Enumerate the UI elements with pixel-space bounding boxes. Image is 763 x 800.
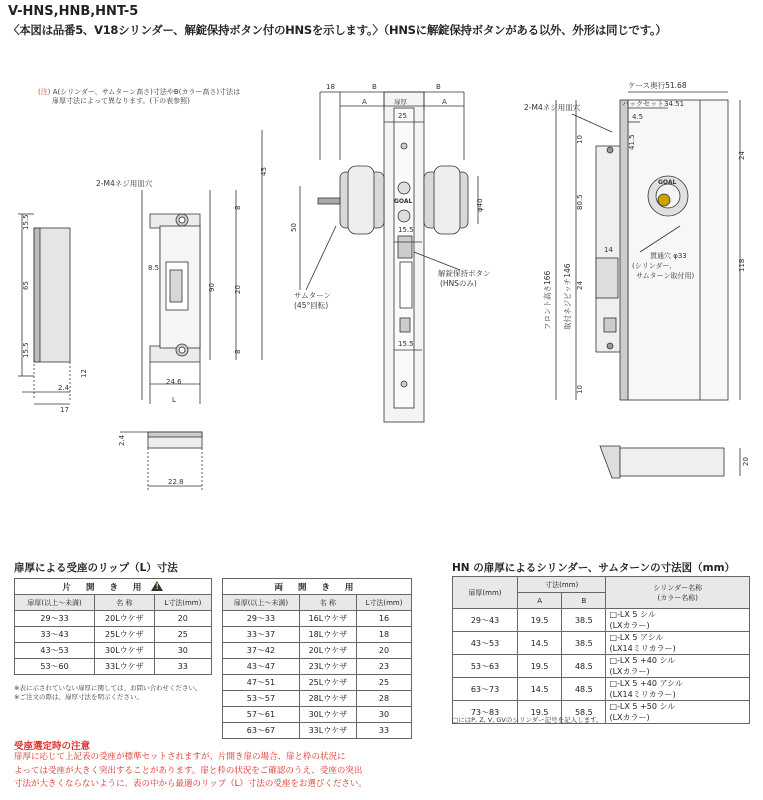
col-door-thickness: 扉厚(以上〜未満): [15, 595, 95, 611]
label-door-thickness: 扉厚: [394, 98, 407, 106]
lip-table-title: 扉厚による受座のリップ（L）寸法: [14, 562, 178, 574]
table-row: 33〜37 18Lウケザ 18: [223, 627, 412, 643]
label-hold-button-sub: (HNSのみ): [440, 279, 477, 288]
dim-41-5: 41.5: [628, 134, 636, 150]
table-row: 57〜61 30Lウケザ 30: [223, 707, 412, 723]
caution-line-3: 寸法が大きくならないように、表の中から最適のリップ（L）寸法の受座をお選びください。: [14, 779, 367, 789]
table-row: 63〜73 14.5 48.5 □-LX 5 +40 アシル (LX14ミリカラー): [453, 678, 750, 701]
table-row: 29〜33 20Lウケザ 20: [15, 611, 212, 627]
cyl-table: [452, 576, 750, 724]
brand-goal-side: GOAL: [658, 179, 677, 186]
dim-10-b: 10: [576, 385, 584, 394]
dim-2-4: 2.4: [58, 384, 70, 392]
table-row: 43〜47 23Lウケザ 23: [223, 659, 412, 675]
label-through-hole-sub1: (シリンダー、: [632, 262, 677, 270]
col-l-size: L寸法(mm): [154, 595, 211, 611]
lock-technical-drawing: [0, 40, 763, 500]
dim-15-5-d: 15.5: [398, 340, 414, 348]
col-name: 名 称: [95, 595, 155, 611]
table-row: 63〜67 33Lウケザ 33: [223, 723, 412, 739]
dim-phi40: φ40: [476, 198, 484, 212]
label-case-depth: ケース奥行51.68: [628, 81, 687, 90]
label-thumbturn: サムターン: [294, 291, 331, 300]
table-row: 29〜43 19.5 38.5 □-LX 5 シル (LXカラー): [453, 609, 750, 632]
table-row: 33〜43 25Lウケザ 25: [15, 627, 212, 643]
note-marker: (注): [38, 88, 51, 96]
col-cylinder-name: シリンダー名称 (カラー名称): [606, 577, 750, 609]
single-caption: 片 開 き 用!: [15, 579, 212, 595]
table-row: 53〜57 28Lウケザ 28: [223, 691, 412, 707]
dim-L: L: [172, 396, 176, 404]
dim-4-5: 4.5: [632, 113, 644, 121]
table-row: 43〜53 14.5 38.5 □-LX 5 アシル (LX14ミリカラー): [453, 632, 750, 655]
dim-15-5-c: 15.5: [398, 226, 414, 234]
label-m4-left: 2-M4ネジ用皿穴: [96, 179, 153, 188]
dim-18: 18: [326, 83, 335, 91]
caution-line-2: よっては受座が大きく突出することがあります。扉と枠の状況をご確認のうえ、受座の突出: [14, 765, 363, 776]
latch-detail: [600, 446, 740, 478]
note-line-1: A(シリンダー、サムターン高さ)寸法やB(カラー高さ)寸法は: [52, 88, 241, 96]
dim-14: 14: [604, 246, 613, 254]
dim-15-5-b: 15.5: [22, 342, 30, 358]
dim-A-right: A: [442, 98, 447, 106]
table-row: 37〜42 20Lウケザ 20: [223, 643, 412, 659]
col-name: 名 称: [299, 595, 356, 611]
dim-80-5: 80.5: [576, 194, 584, 210]
strike-plate-front: [142, 130, 262, 404]
page-subtitle: 〈本図は品番5、V18シリンダー、解錠保持ボタン付のHNSを示します。〉（HNSに解錠保持ボタンがある以外、外形は同じです。）: [8, 23, 667, 37]
dim-24-6: 24.6: [166, 378, 182, 386]
table-row: 47〜51 25Lウケザ 25: [223, 675, 412, 691]
dim-65: 65: [22, 281, 30, 290]
single-note-1: ※表に示されていない扉厚に関しては、お問い合わせください。: [14, 684, 202, 692]
dim-20-b: 20: [742, 457, 750, 466]
page-title: V-HNS,HNB,HNT-5: [8, 4, 139, 19]
table-row: 29〜33 16Lウケザ 16: [223, 611, 412, 627]
dim-90: 90: [208, 283, 216, 292]
col-door: 扉厚(mm): [453, 577, 518, 609]
dim-12: 12: [80, 369, 88, 378]
label-through-hole-sub2: サムターン取付用): [636, 272, 695, 280]
caution-line-1: 扉厚に応じて上記表の受座が標準セットされますが、片開き扉の場合、扉と枠の状況に: [14, 752, 346, 762]
table-row: 43〜53 30Lウケザ 30: [15, 643, 212, 659]
warning-icon: [151, 581, 163, 591]
label-through-hole: 貫通穴 φ33: [650, 252, 687, 260]
dim-22-8: 22.8: [168, 478, 184, 486]
dim-24-b: 24: [576, 281, 584, 290]
label-front-height: フロント高さ166: [543, 270, 552, 330]
label-m4-right: 2-M4ネジ用皿穴: [524, 103, 581, 112]
strike-lip-bottom: [120, 432, 202, 490]
lock-front-view: [300, 92, 478, 422]
label-backset: バックセット34.51: [622, 100, 685, 108]
cyl-table-title: HN の扉厚によるシリンダー、サムターンの寸法図（mm）: [452, 562, 736, 574]
col-l-size: L寸法(mm): [356, 595, 411, 611]
caution-body: [14, 751, 759, 792]
single-table-notes: [14, 684, 201, 702]
dim-A: A: [362, 98, 367, 106]
label-hold-button: 解錠保持ボタン: [438, 269, 491, 278]
dim-118: 118: [738, 258, 746, 272]
table-row: 53〜60 33Lウケザ 33: [15, 659, 212, 675]
strike-side-profile: [18, 214, 70, 404]
lip-table-single: [14, 578, 212, 675]
brand-goal-front: GOAL: [394, 198, 413, 205]
lip-table-double: [222, 578, 412, 739]
col-door-thickness: 扉厚(以上〜未満): [223, 595, 300, 611]
dim-25: 25: [398, 112, 407, 120]
label-screw-pitch: 取付ネジピッチ146: [563, 263, 572, 330]
dim-8-a: 8: [234, 205, 242, 210]
table-row: 73〜83 19.5 58.5 □-LX 5 +50 シル (LXカラー): [453, 701, 750, 724]
label-thumbturn-sub: (45°回転): [294, 301, 329, 310]
dim-B-left: B: [372, 83, 377, 91]
col-b: B: [562, 593, 606, 609]
dim-15-5-a: 15.5: [22, 214, 30, 230]
caution-title: 受座選定時の注意: [14, 741, 91, 752]
dim-45: 45: [260, 167, 268, 176]
double-caption: 両 開 き 用: [223, 579, 412, 595]
cyl-table-note: □にはP, Z, V, GVのシリンダー記号を記入します。: [452, 716, 603, 724]
dim-24-a: 24: [738, 151, 746, 160]
col-a: A: [518, 593, 562, 609]
dim-50: 50: [290, 223, 298, 232]
single-note-2: ※ご注文の際は、扉厚寸法を明示ください。: [14, 693, 143, 701]
dim-8-5: 8.5: [148, 264, 160, 272]
dim-B-right: B: [436, 83, 441, 91]
dim-20: 20: [234, 285, 242, 294]
note-line-2: 扉厚寸法によって異なります。(下の表参照): [52, 97, 190, 105]
dim-10-a: 10: [576, 135, 584, 144]
col-size: 寸法(mm): [518, 577, 606, 593]
dim-17: 17: [60, 406, 69, 414]
dim-8-b: 8: [234, 349, 242, 354]
dim-2-4-b: 2.4: [118, 434, 126, 446]
table-row: 53〜63 19.5 48.5 □-LX 5 +40 シル (LXカラー): [453, 655, 750, 678]
